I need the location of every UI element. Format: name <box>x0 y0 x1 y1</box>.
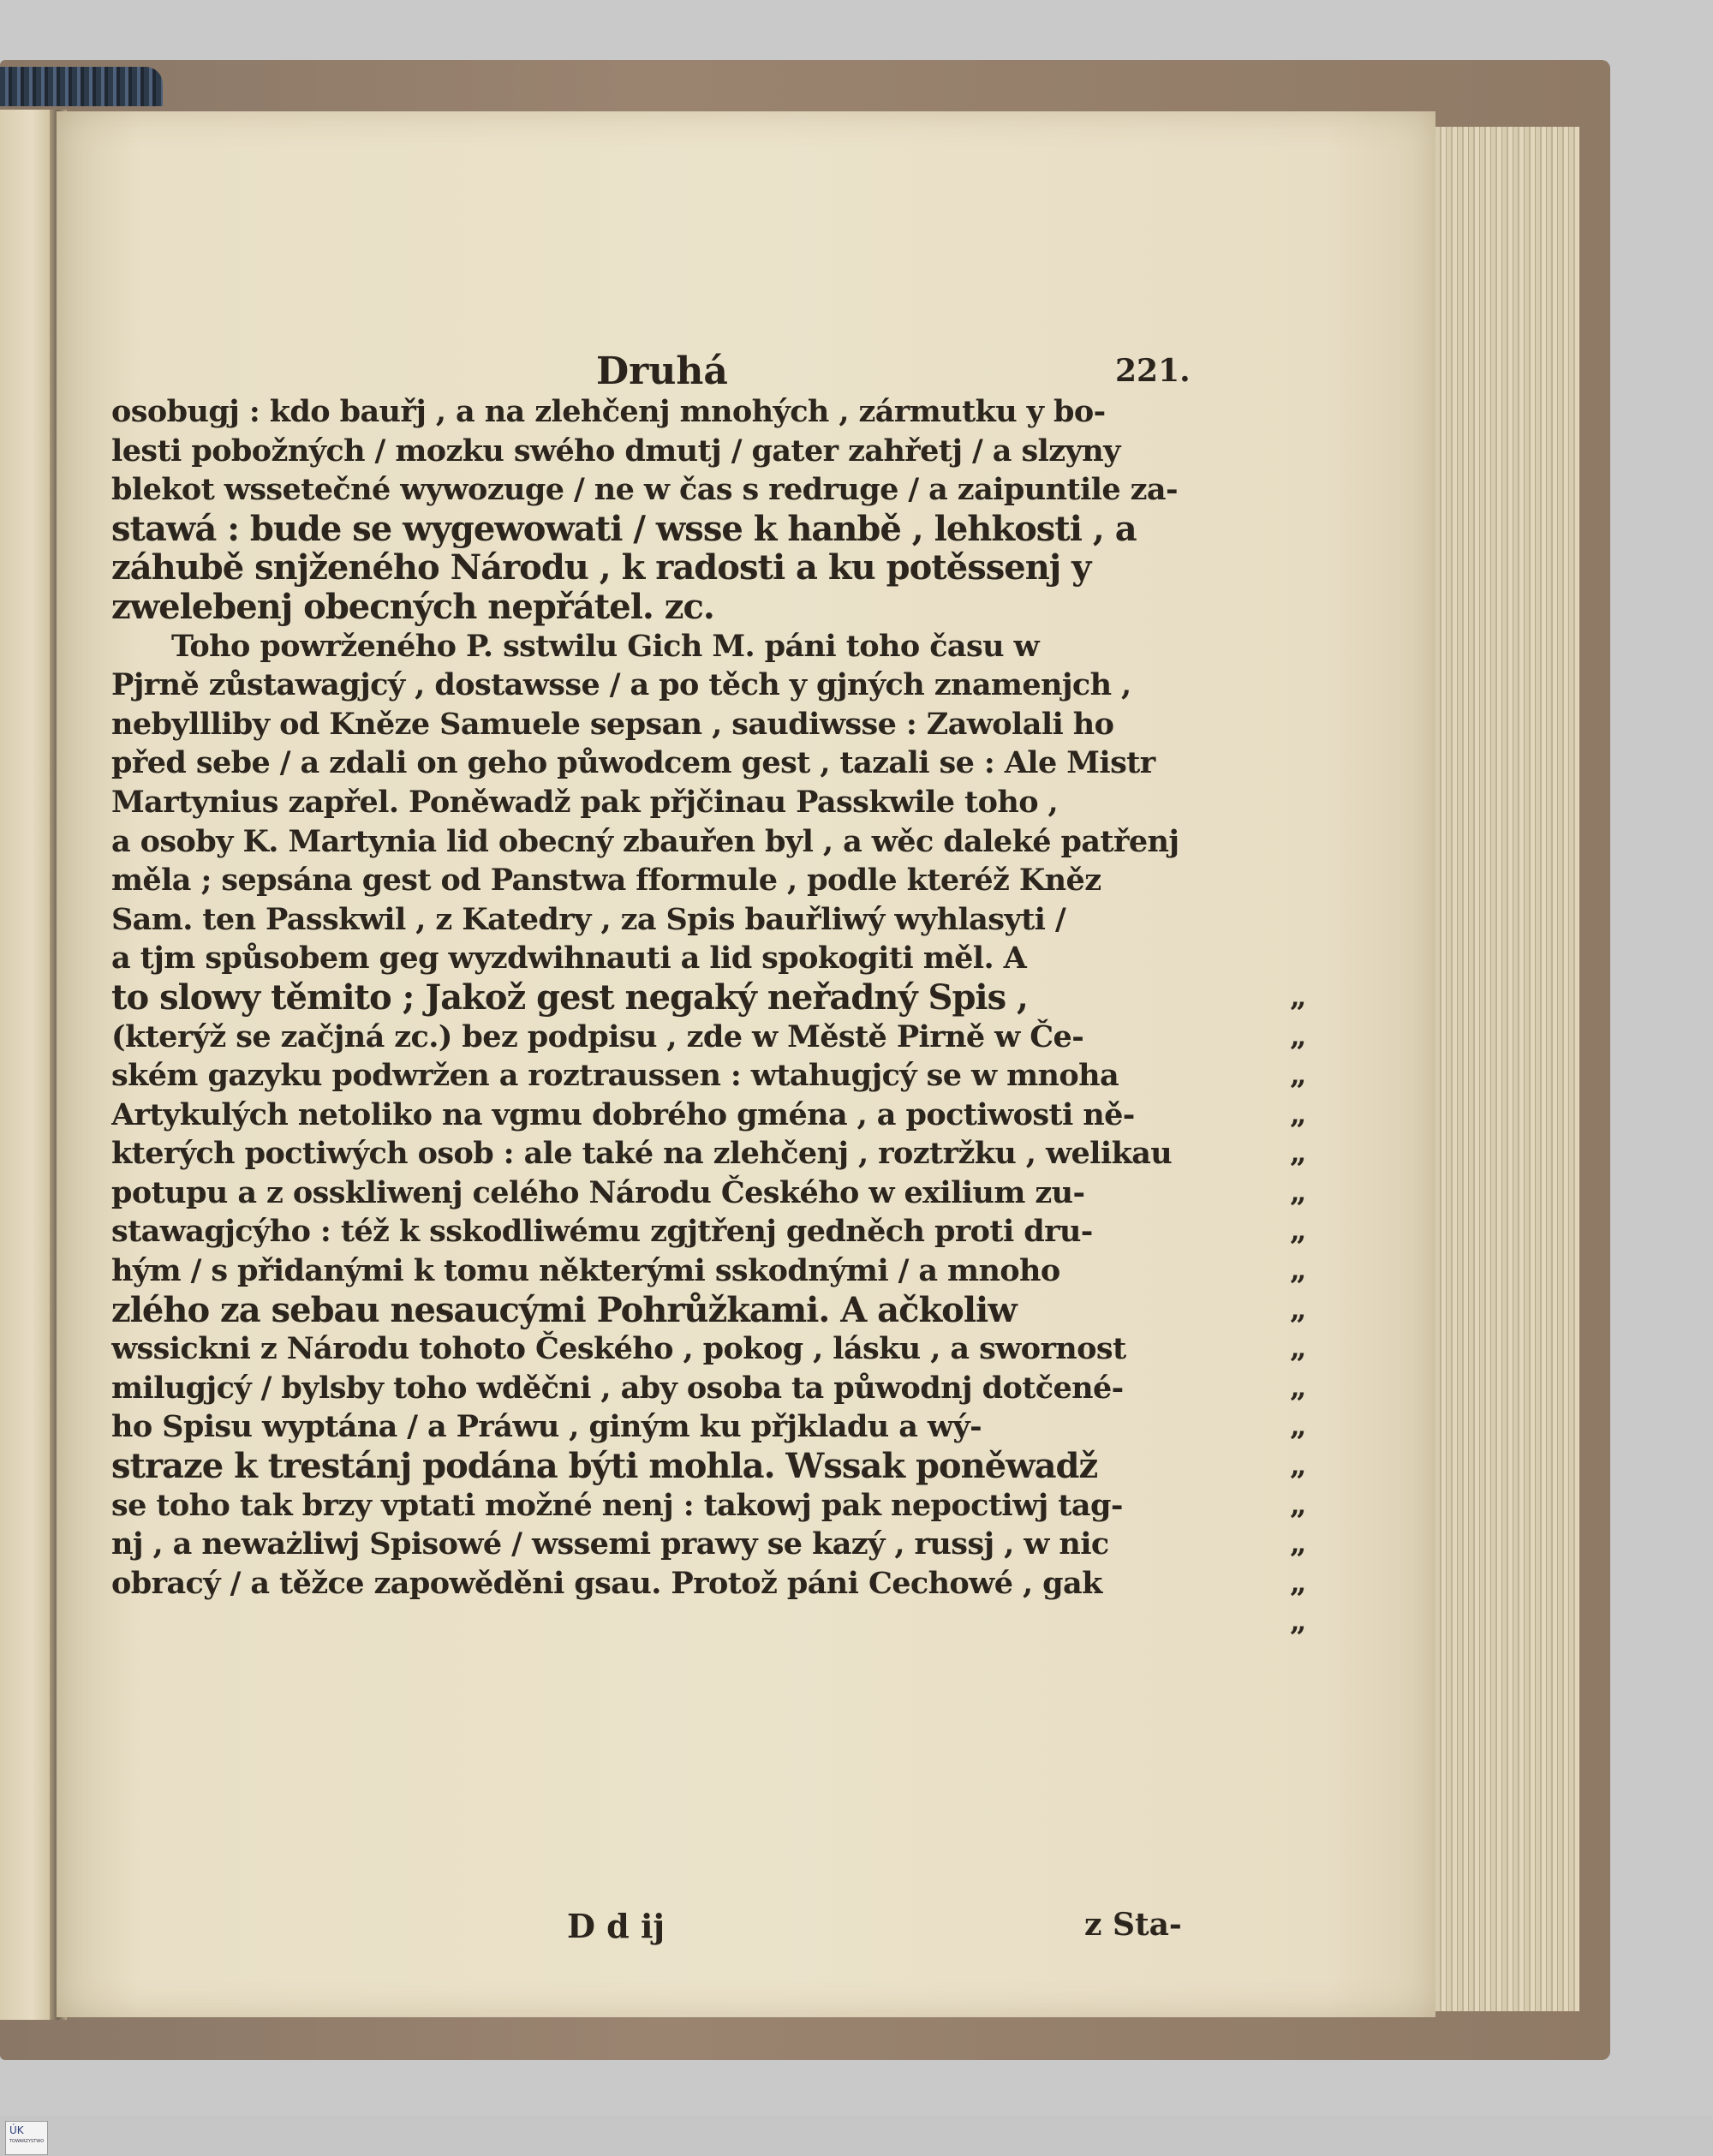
quote-spacer <box>1290 861 1341 900</box>
text-line: Pjrně zůstawagjcý , dostawsse / a po těch y gjných znamenjch , <box>111 667 1131 703</box>
signature-mark: D d ij <box>567 1907 666 1945</box>
quote-spacer <box>1290 744 1341 783</box>
margin-quote-mark: „ <box>1290 1096 1307 1132</box>
text-line: záhubě snjženého Národu , k radosti a ku potěssenj y <box>111 548 1091 588</box>
margin-quote-mark: „ <box>1290 1136 1307 1171</box>
text-line: Artykulých netoliko na vgmu dobrého gména , a poctiwosti ně- <box>111 1096 1135 1132</box>
margin-quote-mark: „ <box>1290 1253 1307 1288</box>
text-line: před sebe / a zdali on geho půwodcem gest , tazali se : Ale Mistr <box>111 745 1155 781</box>
text-line: nebyllliby od Kněze Samuele sepsan , saudiwsse : Zawolali ho <box>111 706 1114 742</box>
page-text-block <box>111 392 1293 1603</box>
logo-caption: TOWARZYSTWO <box>9 2139 45 2144</box>
quote-spacer <box>1290 705 1341 744</box>
text-line: Sam. ten Passkwil , z Katedry , za Spis bauřliwý wyhlasyti / <box>111 901 1066 937</box>
page-number: 221. <box>1115 353 1191 389</box>
quote-spacer <box>1290 666 1341 705</box>
text-line: (kterýž se začjná zc.) bez podpisu , zde w Městě Pirně w Če- <box>111 1018 1084 1054</box>
catchword: z Sta- <box>1084 1907 1182 1943</box>
text-line: blekot wssetečné wywozuge / ne w čas s redruge / a zaipuntile za- <box>111 472 1178 508</box>
text-line: wssickni z Národu tohoto Českého , pokog , lásku , a swornost <box>111 1331 1126 1367</box>
margin-quote-mark: „ <box>1290 1331 1307 1366</box>
margin-quote-mark: „ <box>1290 1214 1307 1249</box>
text-line: obracý / a těžce zapowěděni gsau. Protož páni Cechowé , gak <box>111 1565 1102 1601</box>
margin-quote-mark: „ <box>1290 1565 1307 1600</box>
viewer-bottom-bar <box>0 2116 1713 2156</box>
quote-spacer <box>1290 548 1341 588</box>
margin-quote-mark: „ <box>1290 1487 1307 1522</box>
quote-spacer <box>1290 783 1341 822</box>
quote-spacer <box>1290 900 1341 940</box>
quote-spacer <box>1290 822 1341 862</box>
text-line: ho Spisu wyptána / a Práwu , giným ku přjkladu a wý- <box>111 1409 982 1445</box>
text-line: měla ; sepsána gest od Panstwa fformule , podle kteréž Kněz <box>111 863 1101 899</box>
page-edges <box>1435 127 1579 2011</box>
library-logo <box>5 2121 48 2155</box>
text-line: a osoby K. Martynia lid obecný zbauřen byl , a wěc daleké patřenj <box>111 823 1179 859</box>
quote-spacer <box>1290 432 1341 471</box>
margin-quote-mark: „ <box>1290 1604 1307 1639</box>
text-line: zwelebenj obecných nepřátel. zc. <box>111 587 714 627</box>
running-head: Druhá <box>596 349 728 393</box>
quote-spacer <box>1290 627 1341 666</box>
page-footer <box>57 1907 1435 1950</box>
book-page <box>57 111 1435 2017</box>
margin-quote-mark: „ <box>1290 1018 1307 1054</box>
logo-text: ÚK <box>9 2124 24 2136</box>
text-line: kterých poctiwých osob : ale také na zlehčenj , roztržku , welikau <box>111 1136 1173 1172</box>
text-line: stawá : bude se wygewowati / wsse k hanbě , lehkosti , a <box>111 509 1137 549</box>
margin-quote-mark: „ <box>1290 1448 1307 1484</box>
quote-spacer <box>1290 510 1341 549</box>
margin-quote-mark: „ <box>1290 1370 1307 1405</box>
text-line: Toho powrženého P. sstwilu Gich M. páni toho času w <box>171 628 1040 664</box>
left-page-edge <box>0 110 53 2020</box>
text-line: hým / s přidanými k tomu některými sskodnými / a mnoho <box>111 1253 1060 1289</box>
text-line: potupu a z osskliwenj celého Národu Českého w exilium zu- <box>111 1174 1085 1210</box>
book-headband <box>0 67 163 106</box>
text-line: se toho tak brzy vptati možné nenj : takowj pak nepoctiwj tag- <box>111 1487 1123 1523</box>
text-line: lesti pobožných / mozku swého dmutj / gater zahřetj / a slzyny <box>111 433 1120 469</box>
text-line: nj , a neważliwj Spisowé / wssemi prawy se kazý , russj , w nic <box>111 1526 1109 1562</box>
quote-spacer <box>1290 392 1341 432</box>
text-line: a tjm spůsobem geg wyzdwihnauti a lid spokogiti měl. A <box>111 941 1027 976</box>
text-line: stawagjcýho : též k sskodliwému zgjtřenj gedněch proti dru- <box>111 1214 1093 1250</box>
text-line: ském gazyku podwržen a roztraussen : wtahugjcý se w mnoha <box>111 1058 1119 1094</box>
text-line: milugjcý / bylsby toho wděčni , aby osoba ta půwodnj dotčené- <box>111 1370 1124 1406</box>
margin-quotation-marks <box>1290 392 1341 1642</box>
margin-quote-mark: „ <box>1290 1526 1307 1562</box>
text-line: osobugj : kdo bauřj , a na zlehčenj mnohých , zármutku y bo- <box>111 394 1106 429</box>
quote-spacer <box>1290 939 1341 978</box>
margin-quote-mark: „ <box>1290 1058 1307 1093</box>
text-line: straze k trestánj podána býti mohla. Wssak poněwadž <box>111 1447 1098 1486</box>
margin-quote-mark: „ <box>1290 979 1307 1014</box>
quote-spacer <box>1290 588 1341 627</box>
text-line: zlého za sebau nesaucými Pohrůžkami. A ačkoliw <box>111 1290 1017 1330</box>
margin-quote-mark: „ <box>1290 1409 1307 1444</box>
margin-quote-mark: „ <box>1290 1292 1307 1327</box>
margin-quote-mark: „ <box>1290 1174 1307 1209</box>
text-line: to slowy těmito ; Jakož gest negaký neřadný Spis , <box>111 977 1028 1018</box>
quote-spacer <box>1290 470 1341 510</box>
text-line: Martynius zapřel. Poněwadž pak přjčinau Passkwile toho , <box>111 784 1059 820</box>
